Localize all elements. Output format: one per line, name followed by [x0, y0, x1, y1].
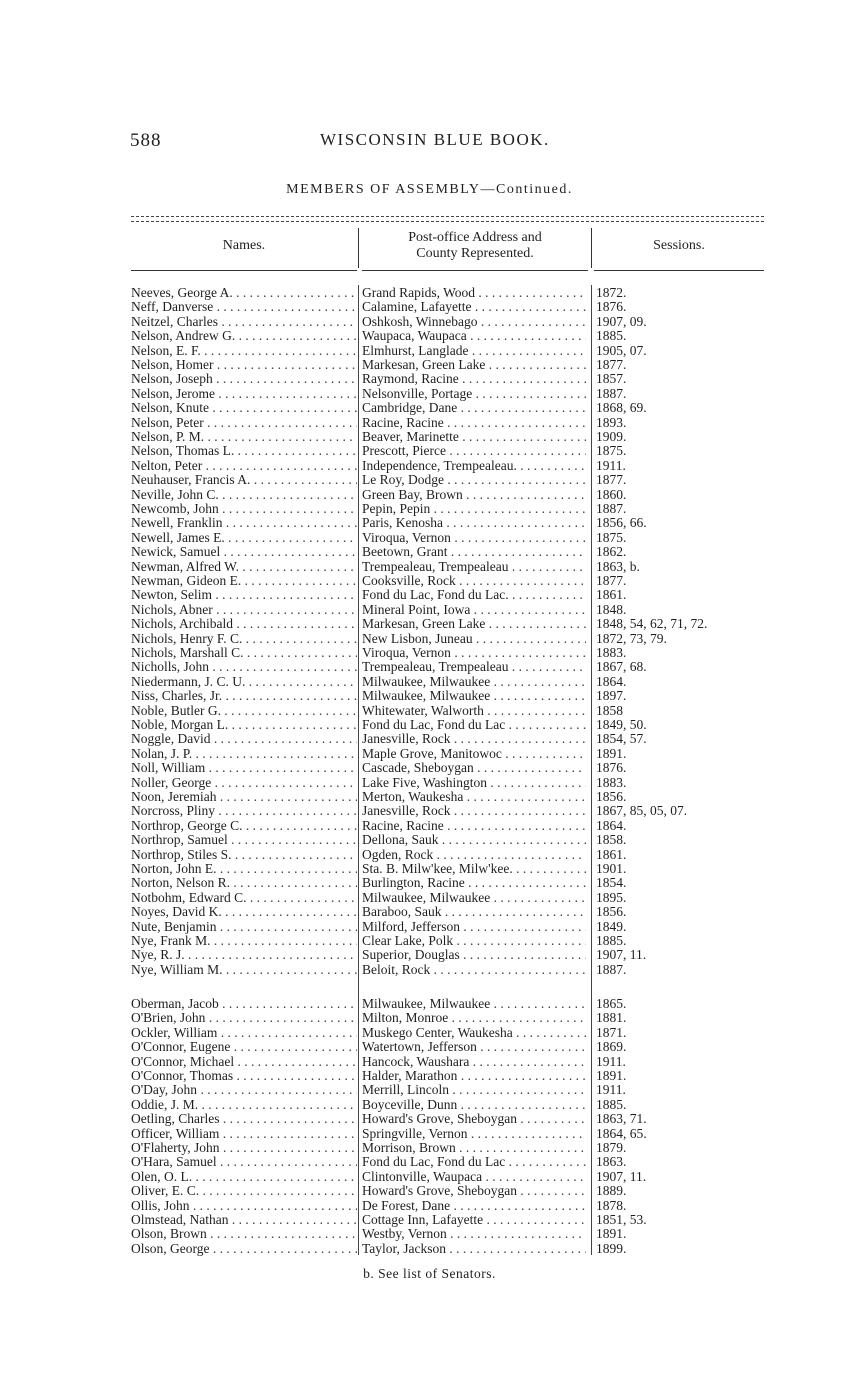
header-address: [362, 230, 588, 262]
member-name: Olen, O. L. . . .: [131, 1170, 357, 1184]
member-sessions: 1865.: [596, 996, 627, 1011]
member-sessions: 1875.: [596, 529, 627, 545]
member-address: Superior, Douglas . . .: [362, 948, 586, 962]
table-row: [0, 416, 859, 430]
member-address: Racine, Racine . . .: [362, 819, 586, 833]
member-address: Markesan, Green Lake . . .: [362, 358, 586, 372]
table-row: [0, 315, 859, 329]
table-row: [0, 286, 859, 300]
member-address: Trempealeau, Trempealeau . . .: [362, 660, 586, 674]
member-sessions: 1863, b.: [596, 558, 640, 574]
table-row: [0, 372, 859, 386]
table-row: [0, 545, 859, 559]
member-name: Neuhauser, Francis A. . . .: [131, 473, 357, 487]
member-address: Independence, Trempealeau. . . .: [362, 459, 586, 473]
member-address: Nelsonville, Portage . . .: [362, 387, 586, 401]
member-address: Racine, Racine . . .: [362, 416, 586, 430]
table-row: [0, 1011, 859, 1025]
table-row: [0, 862, 859, 876]
table-row: [0, 1213, 859, 1227]
member-address: Baraboo, Sauk . . .: [362, 905, 586, 919]
member-address: Calamine, Lafayette . . .: [362, 300, 586, 314]
member-address: Boyceville, Dunn . . .: [362, 1098, 586, 1112]
member-address: Whitewater, Walworth . . .: [362, 704, 586, 718]
table-row: [0, 675, 859, 689]
member-address: Cascade, Sheboygan . . .: [362, 761, 586, 775]
member-name: Officer, William . . .: [131, 1127, 357, 1141]
member-name: Oetling, Charles . . .: [131, 1112, 357, 1126]
member-name: Noller, George . . .: [131, 776, 357, 790]
member-sessions: 1877.: [596, 573, 627, 588]
table-row: [0, 790, 859, 804]
member-name: Northrop, Stiles S. . . .: [131, 848, 357, 862]
member-address: Cooksville, Rock . . .: [362, 574, 586, 588]
member-address: Beetown, Grant . . .: [362, 545, 586, 559]
member-name: Nelson, Joseph . . .: [131, 372, 357, 386]
member-address: Beaver, Marinette . . .: [362, 430, 586, 444]
header-address-line2: County Represented.: [416, 246, 534, 261]
member-sessions: 1854, 57.: [596, 731, 647, 747]
member-address: Clear Lake, Polk . . .: [362, 934, 586, 948]
member-sessions: 1891.: [596, 745, 627, 761]
member-address: Fond du Lac, Fond du Lac . . .: [362, 1155, 586, 1169]
member-name: Ockler, William . . .: [131, 1026, 357, 1040]
member-address: Dellona, Sauk . . .: [362, 833, 586, 847]
member-sessions: 1889.: [596, 1183, 627, 1199]
member-name: O'Brien, John . . .: [131, 1011, 357, 1025]
member-sessions: 1907, 09.: [596, 313, 647, 329]
member-sessions: 1862.: [596, 544, 627, 560]
table-row: [0, 1184, 859, 1198]
member-sessions: 1897.: [596, 688, 627, 704]
member-sessions: 1881.: [596, 1010, 627, 1026]
member-name: O'Hara, Samuel . . .: [131, 1155, 357, 1169]
member-name: Olson, George . . .: [131, 1242, 357, 1256]
member-name: Neeves, George A. . . .: [131, 286, 357, 300]
member-sessions: 1877.: [596, 357, 627, 372]
member-sessions: 1877.: [596, 472, 627, 488]
table-row: [0, 516, 859, 530]
member-name: Nichols, Henry F. C. . . .: [131, 632, 357, 646]
member-sessions: 1911.: [596, 1053, 626, 1069]
member-sessions: 1858.: [596, 832, 627, 848]
member-sessions: 1871.: [596, 1024, 627, 1040]
member-name: Norcross, Pliny . . .: [131, 804, 357, 818]
member-address: Burlington, Racine . . .: [362, 876, 586, 890]
table-row: [0, 761, 859, 775]
member-address: Halder, Marathon . . .: [362, 1069, 586, 1083]
member-address: Taylor, Jackson . . .: [362, 1242, 586, 1256]
member-sessions: 1849.: [596, 918, 627, 934]
member-address: Cottage Inn, Lafayette . . .: [362, 1213, 586, 1227]
member-sessions: 1909.: [596, 429, 627, 444]
member-address: Beloit, Rock . . .: [362, 963, 586, 977]
member-sessions: 1875.: [596, 443, 627, 459]
member-address: Hancock, Waushara . . .: [362, 1055, 586, 1069]
member-sessions: 1856.: [596, 789, 627, 804]
member-address: Paris, Kenosha . . .: [362, 516, 586, 530]
member-sessions: 1863, 71.: [596, 1111, 647, 1127]
table-row: [0, 488, 859, 502]
member-name: Neville, John C. . . .: [131, 488, 357, 502]
table-row: [0, 459, 859, 473]
member-sessions: 1851, 53.: [596, 1212, 647, 1227]
member-sessions: 1848, 54, 62, 71, 72.: [596, 616, 708, 632]
table-row: [0, 689, 859, 703]
member-sessions: 1885.: [596, 1096, 627, 1112]
table-row: [0, 1069, 859, 1083]
member-sessions: 1883.: [596, 774, 627, 790]
member-name: Norton, Nelson R. . . .: [131, 876, 357, 890]
member-sessions: 1858: [596, 702, 623, 718]
member-address: Merrill, Lincoln . . .: [362, 1083, 586, 1097]
table-row: [0, 387, 859, 401]
member-sessions: 1911.: [596, 1082, 626, 1098]
member-sessions: 1883.: [596, 645, 627, 660]
table-row: [0, 1055, 859, 1069]
table-row: [0, 646, 859, 660]
table-row: [0, 502, 859, 516]
table-row: [0, 1170, 859, 1184]
member-address: Ogden, Rock . . .: [362, 848, 586, 862]
member-name: Noggle, David . . .: [131, 732, 357, 746]
member-name: Noyes, David K. . . .: [131, 905, 357, 919]
member-address: Morrison, Brown . . .: [362, 1141, 586, 1155]
member-name: Nicholls, John . . .: [131, 660, 357, 674]
member-sessions: 1864.: [596, 673, 627, 689]
member-address: Waupaca, Waupaca . . .: [362, 329, 586, 343]
member-address: Merton, Waukesha . . .: [362, 790, 586, 804]
header-bottom-rule-address: [362, 270, 588, 271]
header-divider-1: [358, 228, 359, 268]
table-row: [0, 1026, 859, 1040]
table-row: [0, 444, 859, 458]
member-address: Clintonville, Waupaca . . .: [362, 1170, 586, 1184]
table-row: [0, 1098, 859, 1112]
table-row: [0, 1199, 859, 1213]
member-name: Niedermann, J. C. U. . . .: [131, 675, 357, 689]
member-address: Watertown, Jefferson . . .: [362, 1040, 586, 1054]
table-row: [0, 891, 859, 905]
member-address: Howard's Grove, Sheboygan . . .: [362, 1112, 586, 1126]
member-address: Milton, Monroe . . .: [362, 1011, 586, 1025]
table-row: [0, 300, 859, 314]
table-row: [0, 560, 859, 574]
member-name: Newell, Franklin . . .: [131, 516, 357, 530]
member-name: Olson, Brown . . .: [131, 1227, 357, 1241]
member-name: O'Flaherty, John . . .: [131, 1141, 357, 1155]
member-name: Oliver, E. C. . . .: [131, 1184, 357, 1198]
member-address: Oshkosh, Winnebago . . .: [362, 315, 586, 329]
member-name: O'Connor, Michael . . .: [131, 1055, 357, 1069]
member-name: Newick, Samuel . . .: [131, 545, 357, 559]
member-address: Janesville, Rock . . .: [362, 732, 586, 746]
member-sessions: 1885.: [596, 328, 627, 344]
table-row: [0, 848, 859, 862]
member-address: Muskego Center, Waukesha . . .: [362, 1026, 586, 1040]
table-row: [0, 905, 859, 919]
member-name: Nelson, Jerome . . .: [131, 387, 357, 401]
member-sessions: 1856.: [596, 904, 627, 920]
member-sessions: 1848.: [596, 601, 627, 617]
member-sessions: 1905, 07.: [596, 342, 647, 358]
member-name: O'Day, John . . .: [131, 1083, 357, 1097]
member-sessions: 1864, 65.: [596, 1125, 647, 1141]
table-row: [0, 401, 859, 415]
member-name: Nye, Frank M. . . .: [131, 934, 357, 948]
member-name: Northrop, Samuel . . .: [131, 833, 357, 847]
table-row: [0, 718, 859, 732]
member-sessions: 1854.: [596, 875, 627, 891]
member-address: Cambridge, Dane . . .: [362, 401, 586, 415]
member-name: Newman, Alfred W. . . .: [131, 560, 357, 574]
member-address: Viroqua, Vernon . . .: [362, 646, 586, 660]
member-sessions: 1864.: [596, 817, 627, 833]
member-address: Raymond, Racine . . .: [362, 372, 586, 386]
member-address: New Lisbon, Juneau . . .: [362, 632, 586, 646]
table-row: [0, 963, 859, 977]
member-sessions: 1867, 85, 05, 07.: [596, 803, 688, 819]
member-address: Viroqua, Vernon . . .: [362, 531, 586, 545]
member-name: Nichols, Archibald . . .: [131, 617, 357, 631]
table-row: [0, 804, 859, 818]
member-address: Howard's Grove, Sheboygan . . .: [362, 1184, 586, 1198]
member-sessions: 1849, 50.: [596, 717, 647, 732]
member-name: Noon, Jeremiah . . .: [131, 790, 357, 804]
table-row: [0, 920, 859, 934]
member-name: Newcomb, John . . .: [131, 502, 357, 516]
member-address: Milwaukee, Milwaukee . . .: [362, 689, 586, 703]
member-sessions: 1899.: [596, 1240, 627, 1256]
table-row: [0, 574, 859, 588]
member-address: Prescott, Pierce . . .: [362, 444, 586, 458]
member-sessions: 1863.: [596, 1154, 627, 1170]
table-row: [0, 776, 859, 790]
member-sessions: 1878.: [596, 1197, 627, 1213]
member-sessions: 1885.: [596, 933, 627, 948]
member-name: Northrop, George C. . . .: [131, 819, 357, 833]
member-name: Nelson, Homer . . .: [131, 358, 357, 372]
header-sessions: Sessions.: [653, 238, 705, 253]
member-address: Milwaukee, Milwaukee . . .: [362, 675, 586, 689]
table-row: [0, 617, 859, 631]
table-row: [0, 1155, 859, 1169]
member-name: Oddie, J. M. . . .: [131, 1098, 357, 1112]
header-divider-2: [591, 228, 592, 268]
table-row: [0, 1083, 859, 1097]
member-address: Pepin, Pepin . . .: [362, 502, 586, 516]
member-address: Fond du Lac, Fond du Lac . . .: [362, 718, 586, 732]
member-sessions: 1860.: [596, 486, 627, 502]
member-sessions: 1876.: [596, 299, 627, 315]
member-name: Nelson, Andrew G. . . .: [131, 329, 357, 343]
table-row: [0, 948, 859, 962]
member-name: Nye, R. J. . . .: [131, 948, 357, 962]
member-name: Noble, Butler G. . . .: [131, 704, 357, 718]
member-sessions: 1895.: [596, 889, 627, 905]
member-name: Niss, Charles, Jr. . . .: [131, 689, 357, 703]
member-address: Lake Five, Washington . . .: [362, 776, 586, 790]
header-bottom-rule-sessions: [594, 270, 764, 271]
footnote: b. See list of Senators.: [363, 1266, 496, 1281]
member-sessions: 1893.: [596, 414, 627, 430]
table-row: [0, 997, 859, 1011]
table-row: [0, 588, 859, 602]
member-address: Maple Grove, Manitowoc . . .: [362, 747, 586, 761]
header-bottom-rule-names: [131, 270, 357, 271]
table-row: [0, 1040, 859, 1054]
member-address: Milford, Jefferson . . .: [362, 920, 586, 934]
member-sessions: 1891.: [596, 1068, 627, 1083]
header-names: Names.: [222, 238, 266, 253]
top-rule-dashed-1: [131, 216, 764, 217]
member-address: Sta. B. Milw'kee, Milw'kee. . . .: [362, 862, 586, 876]
member-name: Olmstead, Nathan . . .: [131, 1213, 357, 1227]
member-sessions: 1872.: [596, 285, 627, 300]
table-row: [0, 934, 859, 948]
table-row: [0, 430, 859, 444]
member-name: Norton, John E. . . .: [131, 862, 357, 876]
member-address: Mineral Point, Iowa . . .: [362, 603, 586, 617]
table-row: [0, 358, 859, 372]
section-title: MEMBERS OF ASSEMBLY—Continued.: [286, 182, 573, 197]
member-name: Nichols, Abner . . .: [131, 603, 357, 617]
table-row: [0, 747, 859, 761]
member-address: Milwaukee, Milwaukee . . .: [362, 997, 586, 1011]
member-name: Nute, Benjamin . . .: [131, 920, 357, 934]
member-sessions: 1901.: [596, 861, 627, 876]
member-name: Nelson, Knute . . .: [131, 401, 357, 415]
table-row: [0, 876, 859, 890]
member-name: Noll, William . . .: [131, 761, 357, 775]
member-address: Westby, Vernon . . .: [362, 1227, 586, 1241]
member-address: Springville, Vernon . . .: [362, 1127, 586, 1141]
table-row: [0, 660, 859, 674]
book-title: WISCONSIN BLUE BOOK.: [320, 130, 550, 149]
member-name: Nelson, P. M. . . .: [131, 430, 357, 444]
member-address: Grand Rapids, Wood . . .: [362, 286, 586, 300]
table-row: [0, 473, 859, 487]
member-name: O'Connor, Eugene . . .: [131, 1040, 357, 1054]
member-sessions: 1887.: [596, 501, 627, 516]
member-name: Newton, Selim . . .: [131, 588, 357, 602]
table-row: [0, 1127, 859, 1141]
member-address: Janesville, Rock . . .: [362, 804, 586, 818]
member-name: Neff, Danverse . . .: [131, 300, 357, 314]
member-sessions: 1887.: [596, 385, 627, 401]
member-name: Nelson, E. F. . . .: [131, 344, 357, 358]
member-name: Nye, William M. . . .: [131, 963, 357, 977]
member-sessions: 1907, 11.: [596, 947, 647, 963]
member-address: Milwaukee, Milwaukee . . .: [362, 891, 586, 905]
member-sessions: 1867, 68.: [596, 659, 647, 675]
member-sessions: 1869.: [596, 1039, 627, 1055]
member-address: Elmhurst, Langlade . . .: [362, 344, 586, 358]
table-row: [0, 1112, 859, 1126]
member-name: Newell, James E. . . .: [131, 531, 357, 545]
member-address: Trempealeau, Trempealeau . . .: [362, 560, 586, 574]
table-row: [0, 632, 859, 646]
table-row: [0, 344, 859, 358]
member-address: Le Roy, Dodge . . .: [362, 473, 586, 487]
header-address-line1: Post-office Address and: [408, 230, 542, 245]
table-row: [0, 704, 859, 718]
member-sessions: 1887.: [596, 961, 627, 977]
member-name: Neitzel, Charles . . .: [131, 315, 357, 329]
member-sessions: 1879.: [596, 1140, 627, 1155]
member-sessions: 1857.: [596, 371, 627, 387]
member-name: Ollis, John . . .: [131, 1199, 357, 1213]
table-row: [0, 833, 859, 847]
member-sessions: 1856, 66.: [596, 515, 647, 531]
table-row: [0, 1141, 859, 1155]
page-number: 588: [130, 130, 162, 151]
top-rule-dashed-2: [131, 221, 764, 222]
member-name: Nolan, J. P. . . .: [131, 747, 357, 761]
member-sessions: 1911.: [596, 457, 626, 473]
member-address: Markesan, Green Lake . . .: [362, 617, 586, 631]
table-row: [0, 732, 859, 746]
member-sessions: 1891.: [596, 1226, 627, 1242]
member-sessions: 1907, 11.: [596, 1168, 647, 1184]
member-address: De Forest, Dane . . .: [362, 1199, 586, 1213]
member-name: O'Connor, Thomas . . .: [131, 1069, 357, 1083]
member-name: Noble, Morgan L. . . .: [131, 718, 357, 732]
table-row: [0, 819, 859, 833]
member-sessions: 1861.: [596, 587, 627, 603]
member-sessions: 1876.: [596, 760, 627, 776]
member-address: Green Bay, Brown . . .: [362, 488, 586, 502]
member-name: Nelton, Peter . . .: [131, 459, 357, 473]
member-name: Notbohm, Edward C. . . .: [131, 891, 357, 905]
member-sessions: 1861.: [596, 846, 627, 862]
member-name: Oberman, Jacob . . .: [131, 997, 357, 1011]
member-address: Fond du Lac, Fond du Lac. . . .: [362, 588, 586, 602]
table-row: [0, 603, 859, 617]
member-name: Nelson, Thomas L. . . .: [131, 444, 357, 458]
table-row: [0, 1242, 859, 1256]
table-row: [0, 531, 859, 545]
table-row: [0, 329, 859, 343]
table-row: [0, 1227, 859, 1241]
member-name: Nelson, Peter . . .: [131, 416, 357, 430]
member-name: Newman, Gideon E. . . .: [131, 574, 357, 588]
member-name: Nichols, Marshall C. . . .: [131, 646, 357, 660]
member-sessions: 1868, 69.: [596, 400, 647, 416]
member-sessions: 1872, 73, 79.: [596, 630, 667, 646]
